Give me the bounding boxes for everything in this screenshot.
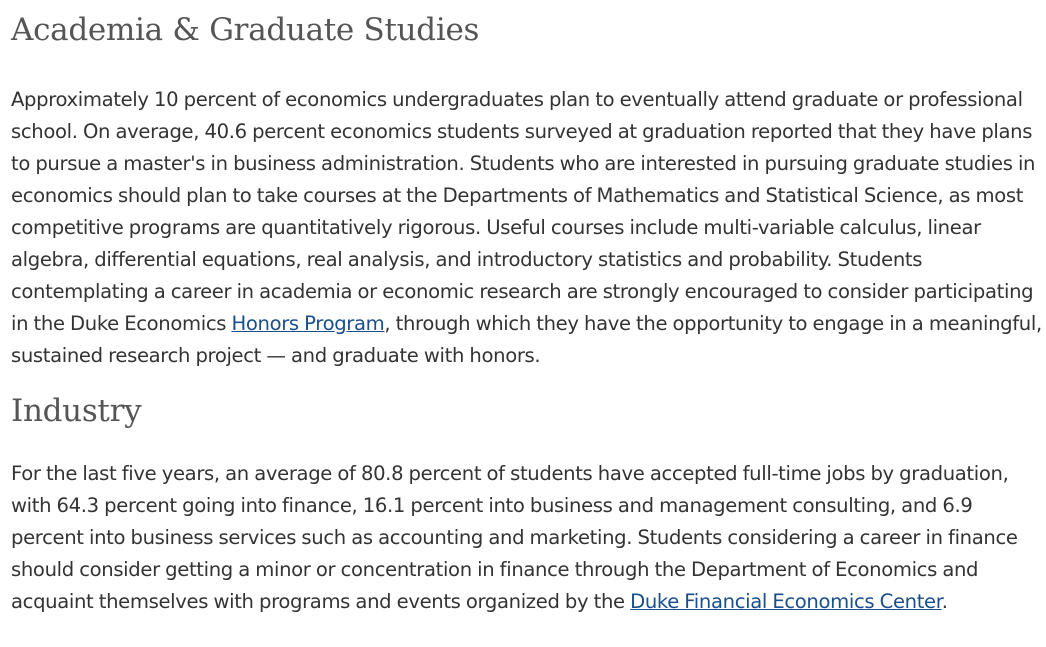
paragraph-text: , through which they have the opportunity to engage in a meaningful, sustained research project — and graduate with honors. — [11, 312, 1042, 367]
section-heading-academia: Academia & Graduate Studies — [11, 12, 480, 48]
honors-program-link[interactable]: Honors Program — [231, 312, 385, 335]
section-paragraph-industry — [11, 458, 1043, 618]
main-content — [11, 0, 1043, 618]
section-heading-industry: Industry — [11, 393, 142, 429]
section-paragraph-academia — [11, 84, 1043, 372]
duke-financial-economics-center-link[interactable]: Duke Financial Economics Center — [630, 590, 942, 613]
paragraph-text: Approximately 10 percent of economics undergraduates plan to eventually attend graduate or professional school. On average, 40.6 percent economics students surveyed at graduation reported that they have plans to pursue a master's in business administration. Students who are interested in pursuing graduate studies in economics should plan to take courses at the Departments of Mathematics and Statistical Science, as most competitive programs are quantitatively rigorous. Useful courses include multi-variable calculus, linear algebra, differential equations, real analysis, and introductory statistics and probability. Students contemplating a career in academia or economic research are strongly encouraged to consider participating in the Duke Economics — [11, 88, 1036, 335]
paragraph-text: For the last five years, an average of 80.8 percent of students have accepted full-time jobs by graduation, with 64.3 percent going into finance, 16.1 percent into business and management consulting, and 6.9 percent into business services such as accounting and marketing. Students considering a career in finance should consider getting a minor or concentration in finance through the Department of Economics and acquaint themselves with programs and events organized by the — [11, 462, 1018, 613]
paragraph-text: . — [941, 590, 948, 613]
